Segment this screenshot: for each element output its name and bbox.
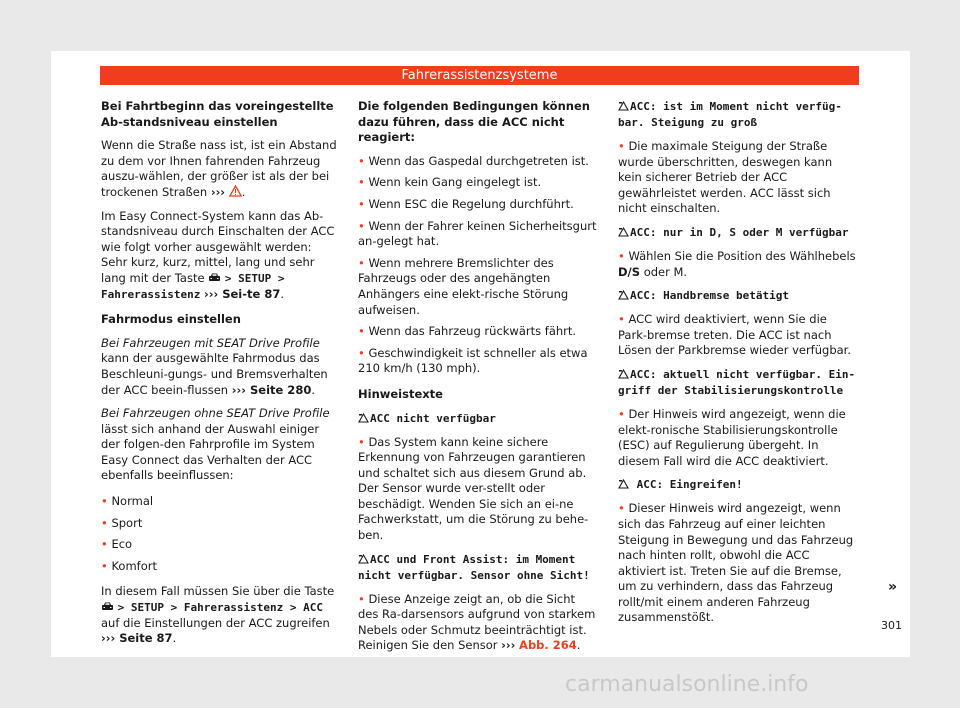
acc-warning-icon [618,479,629,489]
acc-warning-icon [618,369,629,379]
list-item: • Wenn der Fahrer keinen Sicherheitsgurt an-gelegt hat. [358,218,597,249]
notice-text: • ACC wird deaktiviert, wenn Sie die Park-bremse treten. Die ACC ist nach Lösen der Parkbremse wieder verfügbar. [618,312,851,358]
notice-text: • Wählen Sie die Position des Wählhebels D/S oder M. [618,248,856,279]
page-ref-87[interactable]: ››› Sei-te 87 [204,286,281,301]
menu-path: > SETUP > Fahrerassistenz > ACC [117,601,323,615]
figure-ref-264[interactable]: Abb. 264 [519,638,577,653]
watermark: carmanualsonline.info [565,672,809,697]
notice-title: ACC: ist im Moment nicht verfüg-bar. Steigung zu groß [618,100,842,129]
acc-warning-icon [358,413,369,423]
menu-path: > SETUP > Fahrerassistenz [101,271,285,301]
notice-text: • Dieser Hinweis wird angezeigt, wenn sich das Fahrzeug auf einer leichten Steigung in Bewegung und das Fahrzeug nach hinten rollt, obwohl die ACC aktiviert ist. Treten Sie auf die Bremse, um zu verhindern, dass das Fahrzeug rollt/mit einem anderen Fahrzeug zusammenstößt. [618,501,854,625]
list-item: • Komfort [101,558,157,573]
acc-warning-icon [358,554,369,564]
heading-conditions: Die folgenden Bedingungen können dazu führen, dass die ACC nicht reagiert: [358,99,590,145]
notice-text: • Die maximale Steigung der Straße wurde überschritten, deswegen kann kein sicherer Betrieb der ACC gewährleistet werden. ACC lässt sich nicht einschalten. [618,139,833,216]
list-item: • Eco [101,537,133,552]
notice-text: • Das System kann keine sichere Erkennung von Fahrzeugen garantieren und schaltet sich aus diesem Grund ab. Der Sensor wurde ver-stellt oder beschädigt. Wenden Sie sich an ei-ne Fachwerkstatt, um die Störung zu behe-ben. [358,434,589,543]
list-item: • Wenn mehrere Bremslichter des Fahrzeugs oder des angehängten Anhängers eine elekt-rische Störung aufweisen. [358,255,569,317]
column-middle [358,99,598,662]
car-button-icon [208,272,221,283]
notice-title: ACC: Eingreifen! [618,477,858,493]
manual-page [51,51,910,657]
notice-title: ACC nicht verfügbar [358,411,598,427]
notice-title: ACC: Handbremse betätigt [618,288,858,304]
list-item: • Wenn ESC die Regelung durchführt. [358,196,574,211]
notice-text: • Diese Anzeige zeigt an, ob die Sicht des Ra-darsensors aufgrund von starkem Nebels oder Schmutz beeinträchtigt ist. Reinigen Sie den Sensor ››› Abb. 264. [358,591,596,653]
heading-distance: Bei Fahrtbeginn das voreingestellte Ab-standsniveau einstellen [101,99,334,129]
list-item: • Wenn kein Gang eingelegt ist. [358,175,542,190]
page-number: 301 [881,619,902,632]
list-item: • Sport [101,515,143,530]
notice-title: ACC: aktuell nicht verfügbar. Ein-griff der Stabilisierungskontrolle [618,367,856,397]
notice-title: ACC: nur in D, S oder M verfügbar [618,225,858,241]
heading-drive-mode: Fahrmodus einstellen [101,312,241,327]
page-ref-280[interactable]: ››› Seite 280 [231,382,312,397]
page-ref-87[interactable]: ››› Seite 87 [101,631,173,646]
paragraph-wet-road: Wenn die Straße nass ist, ist ein Abstand zu dem vor Ihnen fahrenden Fahrzeug auszu-wählen, der größer ist als der bei trockenen Straßen ››› . [101,138,337,199]
notice-title: ACC und Front Assist: im Moment nicht verfügbar. Sensor ohne Sicht! [358,552,590,582]
acc-warning-icon [618,227,629,237]
section-header [100,66,859,85]
paragraph-drive-profile: Bei Fahrzeugen mit SEAT Drive Profile kann der ausgewählte Fahrmodus das Beschleuni-gungs- und Bremsverhalten der ACC beein-flussen ››› Seite 280. [101,335,328,397]
acc-warning-icon [618,101,629,111]
acc-warning-icon [618,290,629,300]
heading-notices: Hinweistexte [358,386,443,401]
column-left [101,99,341,655]
list-item: • Wenn das Gaspedal durchgetreten ist. [358,153,589,168]
paragraph-easy-connect: Im Easy Connect-System kann das Ab-standsniveau durch Einschalten der ACC wie folgt vorher ausgewählt werden: Sehr kurz, kurz, mittel, lang und sehr lang mit der Taste > SETUP > Fahrerassistenz ››› Sei-te 87. [101,208,335,301]
continue-arrow-icon[interactable]: » [888,579,898,595]
car-button-icon [101,601,114,612]
list-item: • Geschwindigkeit ist schneller als etwa 210 km/h (130 mph). [358,345,588,376]
paragraph-no-drive-profile: Bei Fahrzeugen ohne SEAT Drive Profile lässt sich anhand der Auswahl einiger der folgen-den Fahrprofile im System Easy Connect das Verhalten der ACC ebenfalls beeinflussen: [101,406,330,483]
list-item: • Wenn das Fahrzeug rückwärts fährt. [358,324,577,339]
section-title: Fahrerassistenzsysteme [401,68,558,83]
paragraph-acc-settings: In diesem Fall müssen Sie über die Taste > SETUP > Fahrerassistenz > ACC auf die Einstellungen der ACC zugreifen ››› Seite 87. [101,584,335,646]
column-right [618,99,858,634]
warning-triangle-icon[interactable] [229,185,242,197]
list-item: • Normal [101,494,154,509]
notice-text: • Der Hinweis wird angezeigt, wenn die elekt-ronische Stabilisierungskontrolle (ESC) auf Regulierung übergeht. In diesem Fall wird die ACC deaktiviert. [618,406,846,468]
